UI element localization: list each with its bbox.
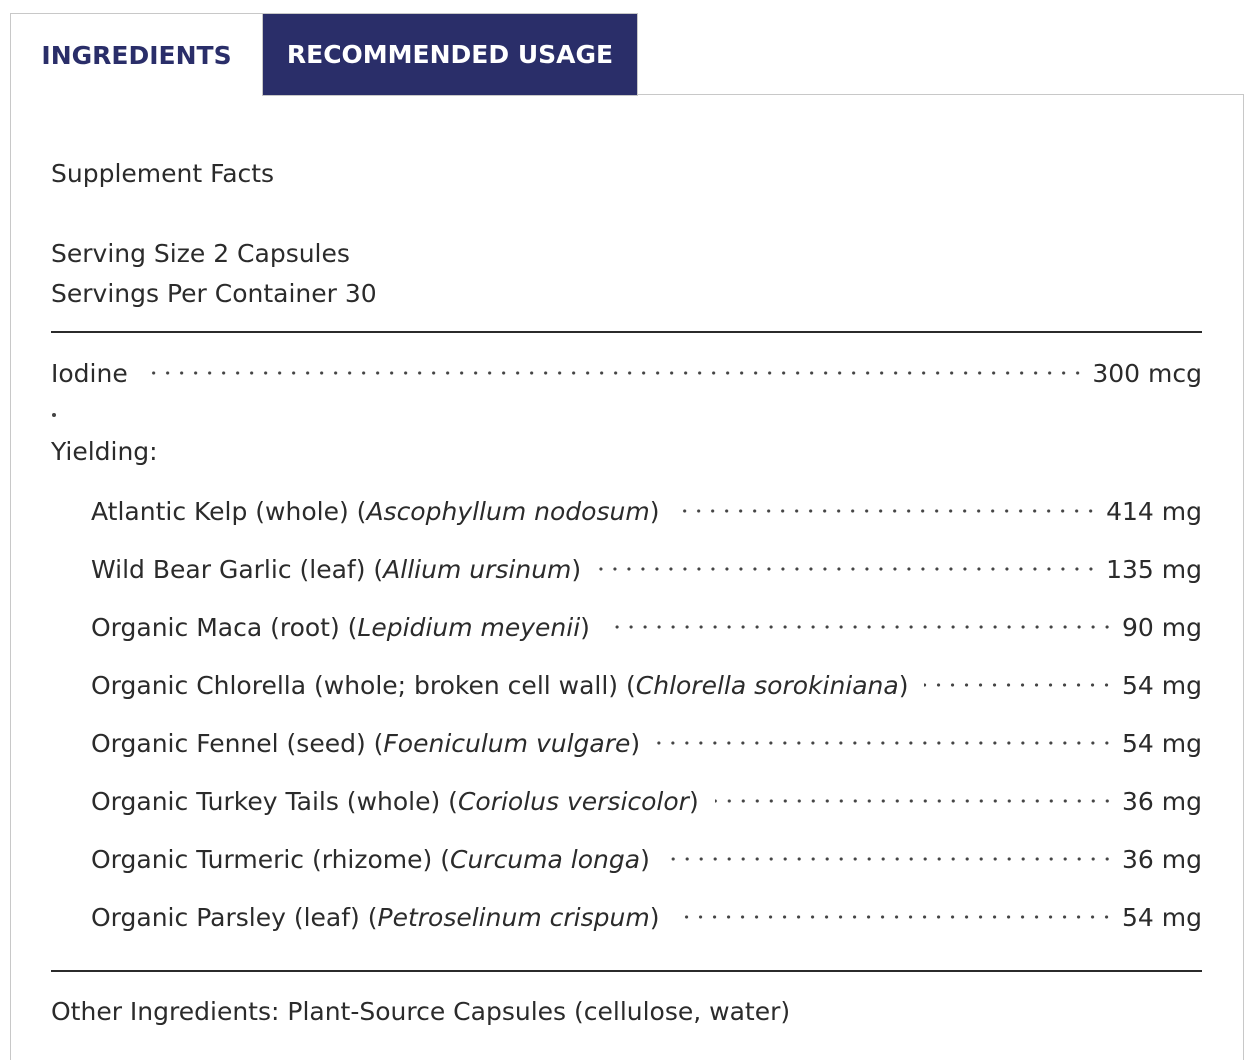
ingredient-amount: 90 mg xyxy=(1122,612,1202,642)
serving-size: Serving Size 2 Capsules xyxy=(51,239,350,268)
ingredient-name xyxy=(91,497,667,526)
ingredient-latin-name: Chlorella sorokiniana xyxy=(635,670,899,700)
dot-leader xyxy=(675,509,1098,513)
dot-leader xyxy=(666,857,1114,861)
servings-per-container: Servings Per Container 30 xyxy=(51,279,377,308)
ingredient-latin-name: Lepidium meyenii xyxy=(357,612,581,642)
dot-leader xyxy=(597,567,1098,571)
ingredient-common-name: Wild Bear Garlic (leaf) ( xyxy=(91,554,384,584)
ingredient-latin-name: Allium ursinum xyxy=(383,554,572,584)
ingredient-name xyxy=(91,729,648,758)
ingredient-latin-name: Curcuma longa xyxy=(449,844,641,874)
dot-leader xyxy=(715,799,1114,803)
ingredient-name: Iodine xyxy=(51,358,128,388)
ingredient-amount: 414 mg xyxy=(1106,496,1202,526)
ingredient-amount: 300 mcg xyxy=(1092,358,1202,388)
ingredient-common-name: Organic Fennel (seed) ( xyxy=(91,728,384,758)
ingredient-common-name: Organic Turmeric (rhizome) ( xyxy=(91,844,450,874)
ingredient-row xyxy=(91,843,1202,875)
ingredient-name xyxy=(91,903,667,932)
ingredient-common-name: Organic Chlorella (whole; broken cell wall) ( xyxy=(91,670,636,700)
ingredient-amount: 54 mg xyxy=(1122,670,1202,700)
ingredient-latin-name: Petroselinum crispum xyxy=(377,902,650,932)
ingredient-name xyxy=(91,613,598,642)
tab-ingredients[interactable]: INGREDIENTS xyxy=(10,13,262,96)
ingredient-amount: 54 mg xyxy=(1122,728,1202,758)
ingredient-row xyxy=(91,785,1202,817)
ingredient-row-iodine xyxy=(51,357,1202,389)
dot-leader xyxy=(606,625,1114,629)
ingredient-latin-name: Coriolus versicolor xyxy=(457,786,689,816)
dot-leader xyxy=(656,741,1114,745)
ingredient-paren-close: ) xyxy=(898,670,909,700)
ingredient-row xyxy=(91,901,1202,933)
yielding-label: Yielding: xyxy=(51,437,158,466)
ingredient-latin-name: Foeniculum vulgare xyxy=(383,728,631,758)
ingredient-paren-close: ) xyxy=(688,786,699,816)
dot-leader xyxy=(675,915,1114,919)
ingredient-amount: 36 mg xyxy=(1122,786,1202,816)
ingredient-paren-close: ) xyxy=(649,902,660,932)
ingredient-common-name: Organic Parsley (leaf) ( xyxy=(91,902,378,932)
ingredient-amount: 135 mg xyxy=(1106,554,1202,584)
ingredient-name xyxy=(91,671,916,700)
tab-recommended-usage[interactable]: RECOMMENDED USAGE xyxy=(262,13,638,96)
dot-leader xyxy=(144,371,1085,375)
ingredient-common-name: Organic Turkey Tails (whole) ( xyxy=(91,786,458,816)
ingredient-latin-name: Ascophyllum nodosum xyxy=(366,496,650,526)
ingredient-paren-close: ) xyxy=(571,554,582,584)
divider-bottom xyxy=(51,970,1202,972)
ingredient-paren-close: ) xyxy=(640,844,650,874)
ingredient-row xyxy=(91,611,1202,643)
ingredient-paren-close: ) xyxy=(580,612,590,642)
ingredient-common-name: Atlantic Kelp (whole) ( xyxy=(91,496,367,526)
tab-bar xyxy=(10,13,1244,96)
dot-leader xyxy=(924,683,1114,687)
supplement-facts-title: Supplement Facts xyxy=(51,159,275,188)
ingredient-amount: 54 mg xyxy=(1122,902,1202,932)
ingredient-name xyxy=(91,555,589,584)
ingredient-common-name: Organic Maca (root) ( xyxy=(91,612,358,642)
ingredient-name xyxy=(91,845,658,874)
divider-top xyxy=(51,331,1202,333)
ingredient-row xyxy=(91,727,1202,759)
dot-leader-fragment xyxy=(52,413,56,417)
ingredient-name xyxy=(91,787,707,816)
ingredient-row xyxy=(91,553,1202,585)
ingredient-amount: 36 mg xyxy=(1122,844,1202,874)
ingredient-row xyxy=(91,669,1202,701)
other-ingredients: Other Ingredients: Plant-Source Capsules (cellulose, water) xyxy=(51,997,791,1026)
ingredient-paren-close: ) xyxy=(630,728,641,758)
ingredient-row xyxy=(91,495,1202,527)
ingredient-paren-close: ) xyxy=(649,496,660,526)
